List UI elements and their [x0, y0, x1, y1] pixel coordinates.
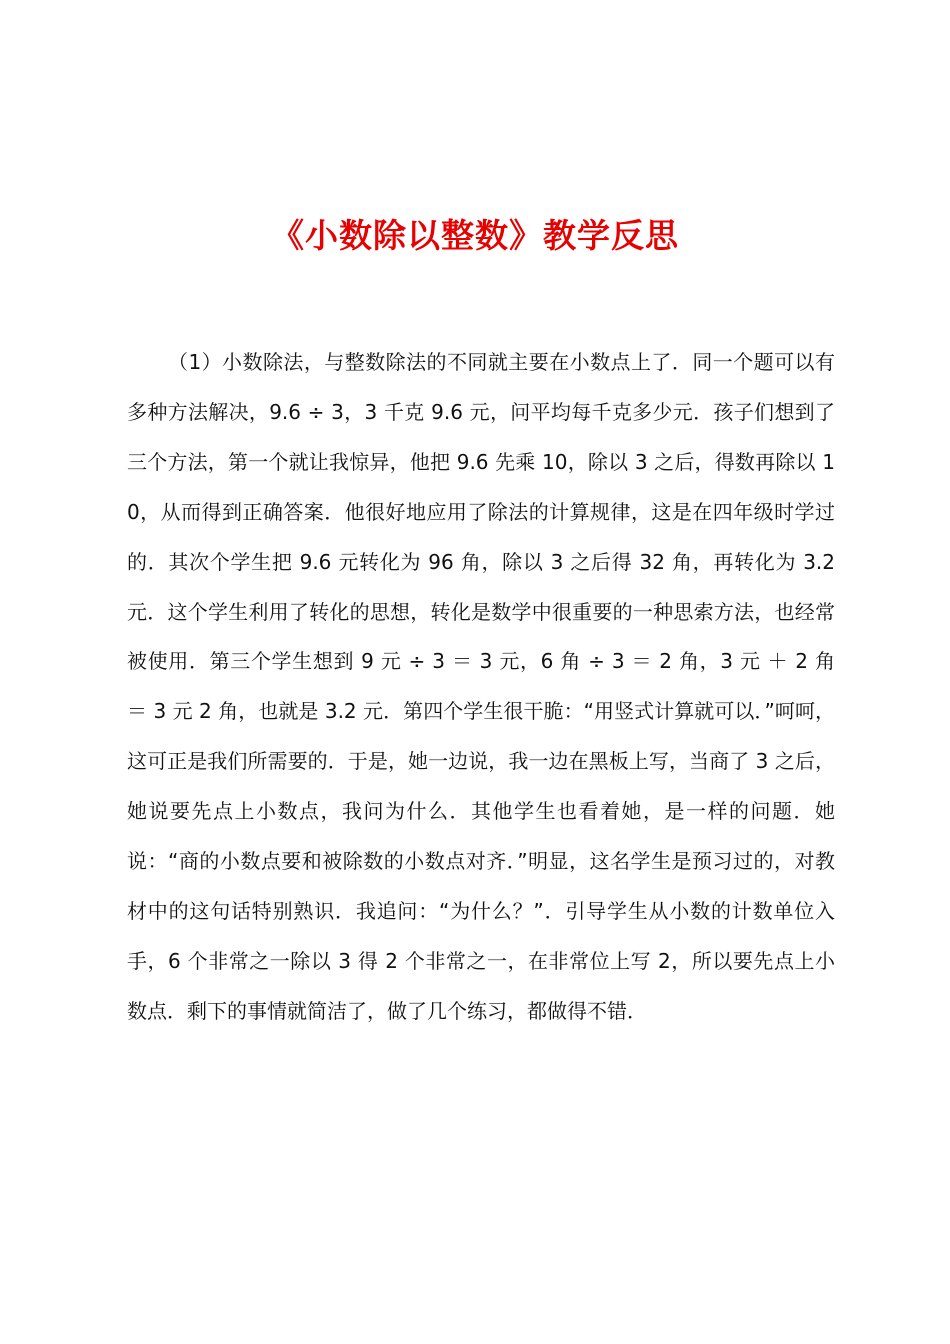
body-paragraph: （1）小数除法，与整数除法的不同就主要在小数点上了．同一个题可以有多种方法解决，9.6 ÷ 3，3 千克 9.6 元，问平均每千克多少元．孩子们想到了三个方法，第一个就让我惊异，他把 9.6 先乘 10，除以 3 之后，得数再除以 10，从而得到正确答案．他很好地应用了除法的计算规律，这是在四年级时学过的．其次个学生把 9.6 元转化为 96 角，除以 3 之后得 32 角，再转化为 3.2 元．这个学生利用了转化的思想，转化是数学中很重要的一种思索方法，也经常被使用．第三个学生想到 9 元 ÷ 3 ＝ 3 元，6 角 ÷ 3 ＝ 2 角，3 元 ＋ 2 角 ＝ 3 元 2 角，也就是 3.2 元．第四个学生很干脆：“用竖式计算就可以．”呵呵，这可正是我们所需要的．于是，她一边说，我一边在黑板上写，当商了 3 之后，她说要先点上小数点，我问为什么．其他学生也看着她，是一样的问题．她说：“商的小数点要和被除数的小数点对齐．”明显，这名学生是预习过的，对教材中的这句话特别熟识．我追问：“为什么？”．引导学生从小数的计数单位入手，6 个非常之一除以 3 得 2 个非常之一，在非常位上写 2，所以要先点上小数点．剩下的事情就简洁了，做了几个练习，都做得不错． [127, 350, 835, 1023]
document-title: 《小数除以整数》教学反思 [271, 216, 679, 255]
